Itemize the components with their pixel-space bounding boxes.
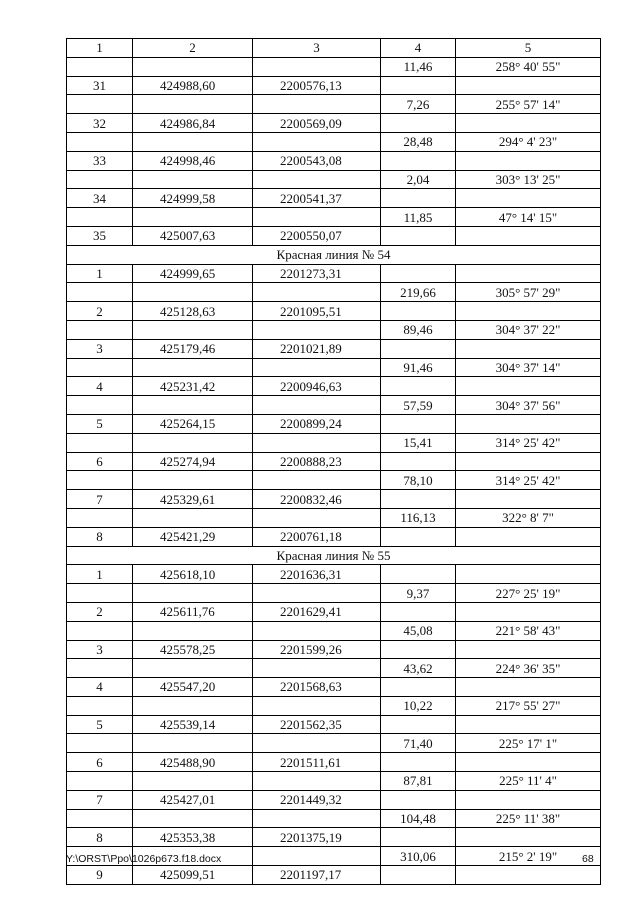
table-body <box>67 39 601 885</box>
bearing-cell <box>456 226 601 245</box>
y-coordinate-cell <box>253 132 381 151</box>
x-coordinate-cell <box>133 320 253 339</box>
bearing-cell: 224° 36' 35" <box>456 659 601 678</box>
point-row <box>67 790 601 809</box>
x-coordinate-cell: 424998,46 <box>133 151 253 170</box>
point-row <box>67 151 601 170</box>
section-title: Красная линия № 55 <box>67 546 601 565</box>
length-cell <box>381 866 456 885</box>
segment-row <box>67 734 601 753</box>
bearing-cell <box>456 790 601 809</box>
y-coordinate-cell: 2201599,26 <box>253 640 381 659</box>
segment-row <box>67 809 601 828</box>
y-coordinate-cell: 2201273,31 <box>253 264 381 283</box>
segment-row <box>67 57 601 76</box>
point-number-cell: 3 <box>67 339 133 358</box>
y-coordinate-cell: 2201449,32 <box>253 790 381 809</box>
y-coordinate-cell <box>253 396 381 415</box>
x-coordinate-cell <box>133 659 253 678</box>
segment-row <box>67 170 601 189</box>
x-coordinate-cell: 424986,84 <box>133 114 253 133</box>
length-cell <box>381 377 456 396</box>
bearing-cell: 304° 37' 14" <box>456 358 601 377</box>
segment-row <box>67 132 601 151</box>
segment-row <box>67 208 601 227</box>
point-number-cell <box>67 208 133 227</box>
segment-row <box>67 320 601 339</box>
x-coordinate-cell: 425578,25 <box>133 640 253 659</box>
x-coordinate-cell <box>133 508 253 527</box>
bearing-cell: 215° 2' 19" <box>456 847 601 866</box>
section-title: Красная линия № 54 <box>67 245 601 264</box>
y-coordinate-cell: 2200761,18 <box>253 527 381 546</box>
x-coordinate-cell <box>133 208 253 227</box>
bearing-cell <box>456 527 601 546</box>
x-coordinate-cell: 425264,15 <box>133 414 253 433</box>
x-coordinate-cell <box>133 95 253 114</box>
y-coordinate-cell: 2201197,17 <box>253 866 381 885</box>
bearing-cell <box>456 452 601 471</box>
bearing-cell <box>456 828 601 847</box>
length-cell <box>381 490 456 509</box>
bearing-cell <box>456 339 601 358</box>
length-cell: 7,26 <box>381 95 456 114</box>
y-coordinate-cell: 2201636,31 <box>253 565 381 584</box>
x-coordinate-cell: 425618,10 <box>133 565 253 584</box>
y-coordinate-cell <box>253 471 381 490</box>
segment-row <box>67 95 601 114</box>
bearing-cell: 221° 58' 43" <box>456 621 601 640</box>
y-coordinate-cell <box>253 358 381 377</box>
point-number-cell: 5 <box>67 715 133 734</box>
header-cell-3: 3 <box>253 39 381 58</box>
length-cell: 310,06 <box>381 847 456 866</box>
bearing-cell: 314° 25' 42" <box>456 433 601 452</box>
y-coordinate-cell: 2200569,09 <box>253 114 381 133</box>
bearing-cell <box>456 302 601 321</box>
bearing-cell: 225° 17' 1" <box>456 734 601 753</box>
length-cell: 10,22 <box>381 696 456 715</box>
y-coordinate-cell: 2200541,37 <box>253 189 381 208</box>
point-number-cell <box>67 320 133 339</box>
point-number-cell <box>67 57 133 76</box>
length-cell <box>381 264 456 283</box>
y-coordinate-cell: 2201095,51 <box>253 302 381 321</box>
point-number-cell <box>67 471 133 490</box>
point-row <box>67 452 601 471</box>
point-number-cell: 6 <box>67 753 133 772</box>
length-cell: 91,46 <box>381 358 456 377</box>
point-row <box>67 602 601 621</box>
bearing-cell: 303° 13' 25" <box>456 170 601 189</box>
y-coordinate-cell: 2201562,35 <box>253 715 381 734</box>
y-coordinate-cell: 2200832,46 <box>253 490 381 509</box>
x-coordinate-cell <box>133 170 253 189</box>
y-coordinate-cell <box>253 208 381 227</box>
x-coordinate-cell: 425353,38 <box>133 828 253 847</box>
y-coordinate-cell <box>253 283 381 302</box>
header-cell-5: 5 <box>456 39 601 58</box>
point-row <box>67 828 601 847</box>
section-heading-row <box>67 546 601 565</box>
segment-row <box>67 584 601 603</box>
x-coordinate-cell: 425427,01 <box>133 790 253 809</box>
point-number-cell <box>67 132 133 151</box>
length-cell <box>381 678 456 697</box>
length-cell: 78,10 <box>381 471 456 490</box>
point-number-cell <box>67 433 133 452</box>
length-cell <box>381 114 456 133</box>
length-cell: 71,40 <box>381 734 456 753</box>
point-number-cell: 4 <box>67 678 133 697</box>
point-row <box>67 527 601 546</box>
y-coordinate-cell: 2200888,23 <box>253 452 381 471</box>
length-cell <box>381 640 456 659</box>
point-row <box>67 715 601 734</box>
x-coordinate-cell <box>133 433 253 452</box>
bearing-cell <box>456 640 601 659</box>
x-coordinate-cell <box>133 283 253 302</box>
point-number-cell: 3 <box>67 640 133 659</box>
segment-row <box>67 696 601 715</box>
x-coordinate-cell: 425421,29 <box>133 527 253 546</box>
bearing-cell <box>456 414 601 433</box>
segment-row <box>67 433 601 452</box>
length-cell: 57,59 <box>381 396 456 415</box>
y-coordinate-cell: 2200946,63 <box>253 377 381 396</box>
x-coordinate-cell <box>133 621 253 640</box>
segment-row <box>67 396 601 415</box>
bearing-cell <box>456 377 601 396</box>
footer-file-path: Y:\ORST\Ppo\1026p673.f18.docx <box>66 853 222 865</box>
x-coordinate-cell: 425274,94 <box>133 452 253 471</box>
bearing-cell: 305° 57' 29" <box>456 283 601 302</box>
point-row <box>67 264 601 283</box>
x-coordinate-cell <box>133 734 253 753</box>
length-cell <box>381 226 456 245</box>
segment-row <box>67 508 601 527</box>
point-number-cell <box>67 659 133 678</box>
point-row <box>67 640 601 659</box>
point-number-cell: 2 <box>67 302 133 321</box>
bearing-cell: 255° 57' 14" <box>456 95 601 114</box>
length-cell <box>381 828 456 847</box>
bearing-cell <box>456 565 601 584</box>
point-number-cell <box>67 396 133 415</box>
point-number-cell: 32 <box>67 114 133 133</box>
point-row <box>67 114 601 133</box>
length-cell: 15,41 <box>381 433 456 452</box>
point-number-cell: 6 <box>67 452 133 471</box>
point-number-cell <box>67 584 133 603</box>
y-coordinate-cell <box>253 809 381 828</box>
point-row <box>67 189 601 208</box>
segment-row <box>67 621 601 640</box>
length-cell: 2,04 <box>381 170 456 189</box>
point-number-cell: 4 <box>67 377 133 396</box>
length-cell <box>381 715 456 734</box>
x-coordinate-cell <box>133 809 253 828</box>
x-coordinate-cell <box>133 358 253 377</box>
point-number-cell: 31 <box>67 76 133 95</box>
x-coordinate-cell: 425128,63 <box>133 302 253 321</box>
point-number-cell <box>67 95 133 114</box>
y-coordinate-cell <box>253 734 381 753</box>
y-coordinate-cell <box>253 696 381 715</box>
x-coordinate-cell <box>133 132 253 151</box>
x-coordinate-cell: 425007,63 <box>133 226 253 245</box>
bearing-cell: 217° 55' 27" <box>456 696 601 715</box>
length-cell: 11,46 <box>381 57 456 76</box>
point-number-cell: 2 <box>67 602 133 621</box>
length-cell: 219,66 <box>381 283 456 302</box>
point-number-cell <box>67 809 133 828</box>
point-number-cell <box>67 358 133 377</box>
bearing-cell: 258° 40' 55" <box>456 57 601 76</box>
point-number-cell: 33 <box>67 151 133 170</box>
point-number-cell: 1 <box>67 565 133 584</box>
x-coordinate-cell <box>133 696 253 715</box>
point-number-cell <box>67 621 133 640</box>
point-row <box>67 339 601 358</box>
length-cell <box>381 151 456 170</box>
x-coordinate-cell: 424988,60 <box>133 76 253 95</box>
x-coordinate-cell <box>133 772 253 791</box>
bearing-cell <box>456 602 601 621</box>
bearing-cell: 227° 25' 19" <box>456 584 601 603</box>
length-cell: 87,81 <box>381 772 456 791</box>
bearing-cell <box>456 76 601 95</box>
header-cell-4: 4 <box>381 39 456 58</box>
x-coordinate-cell: 425488,90 <box>133 753 253 772</box>
segment-row <box>67 283 601 302</box>
bearing-cell <box>456 189 601 208</box>
y-coordinate-cell: 2201511,61 <box>253 753 381 772</box>
y-coordinate-cell: 2200899,24 <box>253 414 381 433</box>
point-row <box>67 76 601 95</box>
x-coordinate-cell <box>133 57 253 76</box>
point-number-cell <box>67 696 133 715</box>
point-number-cell <box>67 508 133 527</box>
point-row <box>67 565 601 584</box>
segment-row <box>67 659 601 678</box>
coordinates-table <box>66 38 601 885</box>
segment-row <box>67 471 601 490</box>
x-coordinate-cell: 425099,51 <box>133 866 253 885</box>
length-cell <box>381 527 456 546</box>
point-row <box>67 414 601 433</box>
length-cell <box>381 452 456 471</box>
x-coordinate-cell: 425179,46 <box>133 339 253 358</box>
point-number-cell <box>67 283 133 302</box>
length-cell: 28,48 <box>381 132 456 151</box>
header-cell-1: 1 <box>67 39 133 58</box>
point-number-cell <box>67 772 133 791</box>
footer-page-number: 68 <box>582 853 594 865</box>
bearing-cell: 294° 4' 23" <box>456 132 601 151</box>
bearing-cell <box>456 715 601 734</box>
x-coordinate-cell: 425611,76 <box>133 602 253 621</box>
bearing-cell <box>456 753 601 772</box>
point-row <box>67 753 601 772</box>
y-coordinate-cell: 2200576,13 <box>253 76 381 95</box>
x-coordinate-cell: 425539,14 <box>133 715 253 734</box>
segment-row <box>67 772 601 791</box>
bearing-cell <box>456 151 601 170</box>
point-number-cell: 8 <box>67 828 133 847</box>
bearing-cell: 304° 37' 22" <box>456 320 601 339</box>
header-cell-2: 2 <box>133 39 253 58</box>
y-coordinate-cell: 2201629,41 <box>253 602 381 621</box>
length-cell <box>381 602 456 621</box>
bearing-cell <box>456 490 601 509</box>
bearing-cell: 47° 14' 15" <box>456 208 601 227</box>
length-cell <box>381 302 456 321</box>
point-number-cell: 35 <box>67 226 133 245</box>
y-coordinate-cell <box>253 95 381 114</box>
y-coordinate-cell <box>253 584 381 603</box>
length-cell: 45,08 <box>381 621 456 640</box>
length-cell: 104,48 <box>381 809 456 828</box>
segment-row <box>67 358 601 377</box>
y-coordinate-cell <box>253 772 381 791</box>
length-cell: 116,13 <box>381 508 456 527</box>
point-row <box>67 377 601 396</box>
length-cell <box>381 753 456 772</box>
bearing-cell <box>456 678 601 697</box>
point-number-cell: 7 <box>67 490 133 509</box>
y-coordinate-cell: 2201375,19 <box>253 828 381 847</box>
bearing-cell <box>456 866 601 885</box>
point-row <box>67 226 601 245</box>
x-coordinate-cell <box>133 471 253 490</box>
point-number-cell: 9 <box>67 866 133 885</box>
point-number-cell: 7 <box>67 790 133 809</box>
y-coordinate-cell <box>253 170 381 189</box>
x-coordinate-cell: 425329,61 <box>133 490 253 509</box>
y-coordinate-cell: 2200550,07 <box>253 226 381 245</box>
bearing-cell: 314° 25' 42" <box>456 471 601 490</box>
length-cell: 89,46 <box>381 320 456 339</box>
y-coordinate-cell: 2201021,89 <box>253 339 381 358</box>
point-number-cell <box>67 170 133 189</box>
point-number-cell: 1 <box>67 264 133 283</box>
x-coordinate-cell: 424999,65 <box>133 264 253 283</box>
point-row <box>67 302 601 321</box>
x-coordinate-cell <box>133 396 253 415</box>
x-coordinate-cell <box>133 584 253 603</box>
point-row <box>67 678 601 697</box>
y-coordinate-cell <box>253 659 381 678</box>
length-cell: 11,85 <box>381 208 456 227</box>
bearing-cell: 304° 37' 56" <box>456 396 601 415</box>
x-coordinate-cell: 425231,42 <box>133 377 253 396</box>
x-coordinate-cell: 424999,58 <box>133 189 253 208</box>
bearing-cell: 225° 11' 4" <box>456 772 601 791</box>
length-cell <box>381 790 456 809</box>
length-cell: 9,37 <box>381 584 456 603</box>
point-number-cell: 34 <box>67 189 133 208</box>
point-number-cell: 5 <box>67 414 133 433</box>
length-cell <box>381 76 456 95</box>
bearing-cell: 322° 8' 7" <box>456 508 601 527</box>
section-heading-row <box>67 245 601 264</box>
y-coordinate-cell <box>253 320 381 339</box>
y-coordinate-cell <box>253 508 381 527</box>
y-coordinate-cell <box>253 847 381 866</box>
point-row <box>67 866 601 885</box>
y-coordinate-cell: 2200543,08 <box>253 151 381 170</box>
y-coordinate-cell <box>253 433 381 452</box>
length-cell <box>381 339 456 358</box>
length-cell <box>381 565 456 584</box>
y-coordinate-cell <box>253 621 381 640</box>
length-cell <box>381 414 456 433</box>
length-cell <box>381 189 456 208</box>
point-number-cell <box>67 734 133 753</box>
length-cell: 43,62 <box>381 659 456 678</box>
y-coordinate-cell <box>253 57 381 76</box>
header-row <box>67 39 601 58</box>
x-coordinate-cell: 425547,20 <box>133 678 253 697</box>
y-coordinate-cell: 2201568,63 <box>253 678 381 697</box>
point-row <box>67 490 601 509</box>
bearing-cell <box>456 114 601 133</box>
point-number-cell: 8 <box>67 527 133 546</box>
bearing-cell <box>456 264 601 283</box>
bearing-cell: 225° 11' 38" <box>456 809 601 828</box>
